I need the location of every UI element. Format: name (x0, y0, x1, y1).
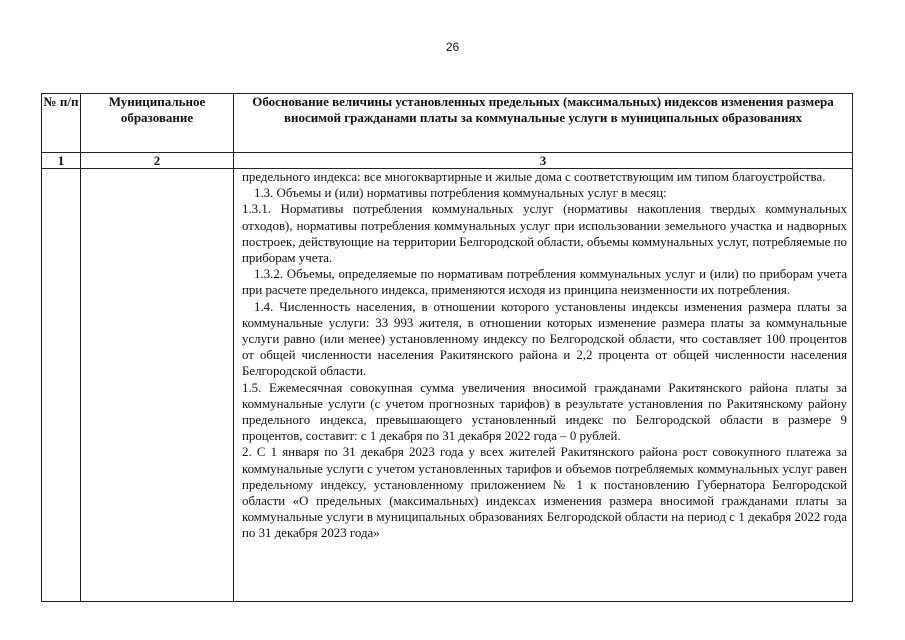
paragraph-1-3-1: 1.3.1. Нормативы потребления коммунальных услуг (нормативы накопления твердых коммунальных отходов), нормативы потребления коммунальных услуг при использовании земельного участка и надворных построек, действующие на территории Белгородской области, объемы коммунальных услуг, потребляемые по приборам учета. (242, 202, 847, 266)
header-municipality: Муниципальное образование (81, 94, 234, 153)
paragraph-2: 2. С 1 января по 31 декабря 2023 года у всех жителей Ракитянского района рост совокупного платежа за коммунальные услуги с учетом установленных тарифов и объемов потребляемых коммунальных услуг равен предельному индексу, установленному приложением № 1 к постановлению Губернатора Белгородской области «О предельных (максимальных) индексах изменения размера вносимой гражданами платы за коммунальные услуги в муниципальных образованиях Белгородской области на период с 1 декабря 2022 года по 31 декабря 2023 года» (242, 445, 847, 541)
cell-municipality (81, 169, 234, 602)
paragraph-1-4: 1.4. Численность населения, в отношении которого установлены индексы изменения размера платы за коммунальные услуги: 33 993 жителя, в отношении которых изменение размера платы за коммунальные услуги равно (или менее) установленному индексу по Белгородской области, что составляет 100 процентов от общей численности населения Ракитянского района и 2,2 процента от общей численности населения Белгородской области. (242, 299, 847, 379)
paragraph-1-3-2: 1.3.2. Объемы, определяемые по нормативам потребления коммунальных услуг и (или) по приборам учета при расчете предельного индекса, применяются исходя из принципа неизменности их потребления. (242, 267, 847, 298)
column-number-1: 1 (42, 153, 81, 169)
paragraph-continuation: предельного индекса: все многоквартирные и жилые дома с соответствующим им типом благоустройства. (242, 170, 826, 184)
table-row (42, 169, 853, 602)
cell-number (42, 169, 81, 602)
column-number-3: 3 (234, 153, 853, 169)
page-number: 26 (445, 40, 460, 54)
paragraph-1-5: 1.5. Ежемесячная совокупная сумма увеличения вносимой гражданами Ракитянского района платы за коммунальные услуги (с учетом прогнозных тарифов) в результате установления по Ракитянскому району предельного индекса, превышающего установленный индекс по Белгородской области в размере 9 процентов, составит: с 1 декабря по 31 декабря 2022 года – 0 рублей. (242, 380, 847, 444)
header-justification: Обоснование величины установленных предельных (максимальных) индексов изменения размера вносимой гражданами платы за коммунальные услуги в муниципальных образованиях (234, 94, 853, 153)
table-header-row (42, 94, 853, 153)
column-number-row (42, 153, 853, 169)
paragraph-1-3: 1.3. Объемы и (или) нормативы потребления коммунальных услуг в месяц: (254, 186, 667, 201)
cell-justification (234, 169, 853, 602)
header-number: № п/п (42, 94, 81, 153)
column-number-2: 2 (81, 153, 234, 169)
justification-table (41, 93, 853, 602)
